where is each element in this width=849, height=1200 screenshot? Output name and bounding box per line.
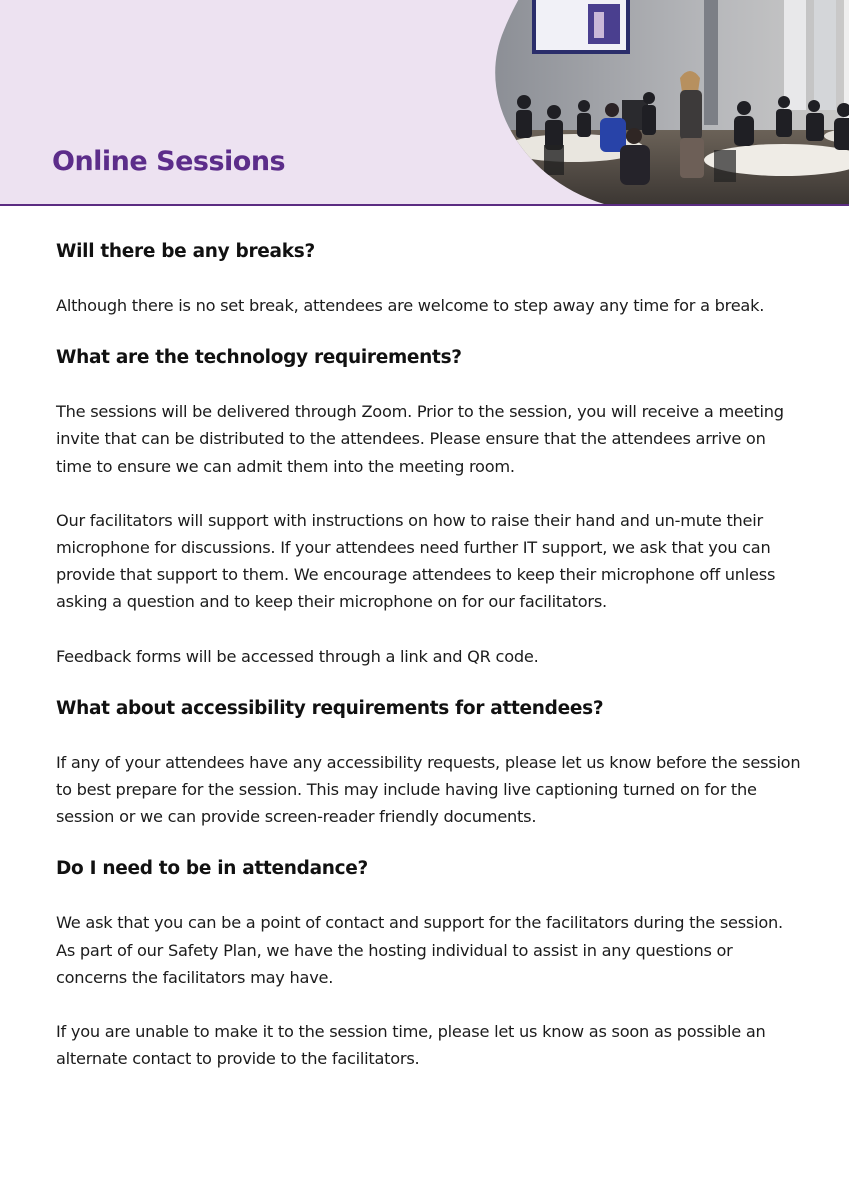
faq-content [56,238,806,1072]
page-title: Online Sessions [52,146,286,177]
section-paragraph: Although there is no set break, attendees are welcome to step away any time for a break. [56,296,765,315]
faq-section-attendance [56,855,806,1072]
faq-section-technology [56,344,806,670]
conference-photo [484,0,849,204]
section-paragraph: If you are unable to make it to the session time, please let us know as soon as possible an alternate contact to provide to the facilitators. [56,1022,766,1069]
section-paragraph: If any of your attendees have any accessibility requests, please let us know before the session to best prepare for the session. This may include having live captioning turned on for the session or we can provide screen-reader friendly documents. [56,752,801,827]
section-paragraph: Our facilitators will support with instructions on how to raise their hand and un-mute their microphone for discussions. If your attendees need further IT support, we ask that you can provide that support to them. We encourage attendees to keep their microphone off unless asking a question and to keep their microphone on for our facilitators. [56,510,776,612]
header-banner [0,0,849,204]
section-paragraph: Feedback forms will be accessed through a link and QR code. [56,646,539,666]
section-heading: What about accessibility requirements for attendees? [56,697,604,719]
section-heading: What are the technology requirements? [56,347,462,369]
faq-section-accessibility [56,695,806,831]
section-heading: Do I need to be in attendance? [56,858,368,880]
section-paragraph: We ask that you can be a point of contact and support for the facilitators during the session. As part of our Safety Plan, we have the hosting individual to assist in any questions or concerns the facilitators may have. [56,913,783,987]
faq-section-breaks [56,238,806,319]
section-heading: Will there be any breaks? [56,241,315,262]
section-paragraph: The sessions will be delivered through Zoom. Prior to the session, you will receive a meeting invite that can be distributed to the attendees. Please ensure that the attendees arrive on time to ensure we can admit them into the meeting room. [56,402,784,476]
header-divider [0,204,849,206]
